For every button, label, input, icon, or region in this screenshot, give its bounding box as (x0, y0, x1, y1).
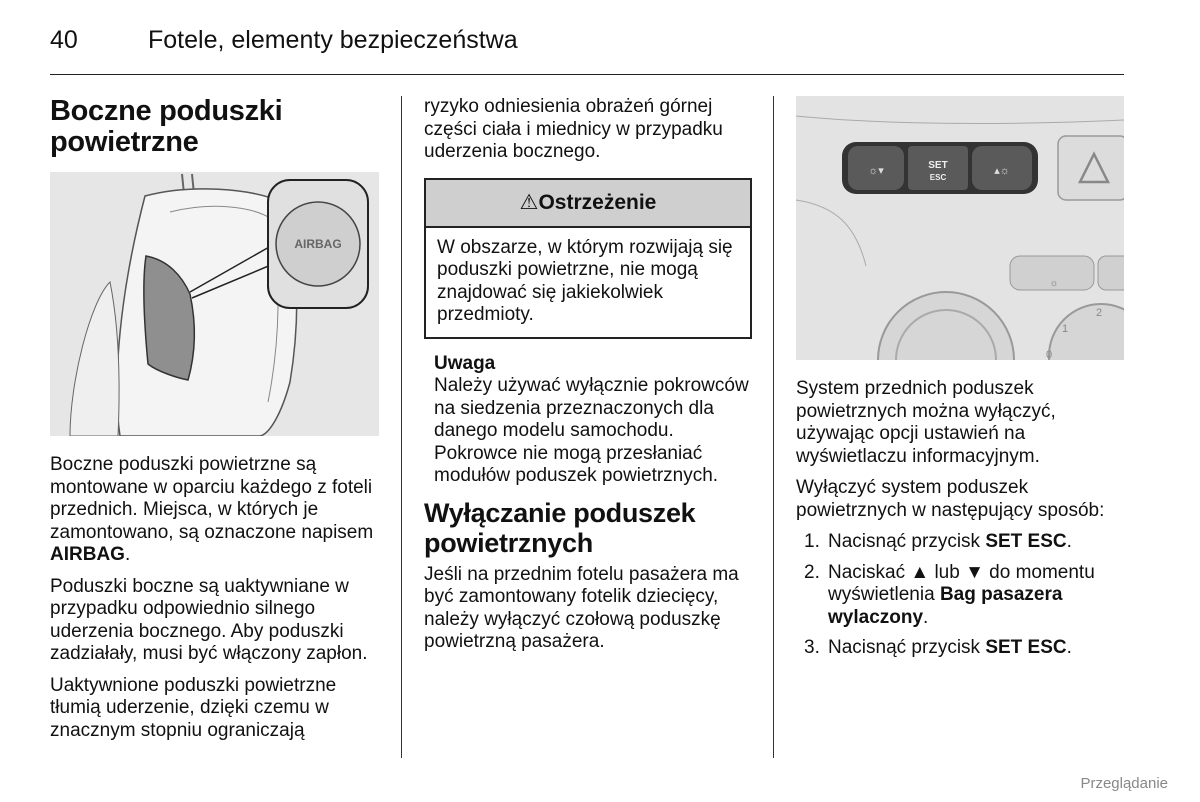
step-text-post: . (1066, 637, 1072, 658)
step-text (828, 562, 1126, 630)
airbag-label: AIRBAG (50, 544, 125, 565)
list-item (796, 637, 1126, 660)
page-title: Fotele, elementy bezpieczeństwa (148, 26, 518, 54)
headlamp-icon: ▴☼ (994, 165, 1010, 177)
step-text (828, 637, 1072, 660)
paragraph-end: . (124, 544, 131, 565)
paragraph-system-overview: System przednich poduszek powietrznych można wyłączyć, używając opcji ustawień na wyświetlaczu informacyjnym. (796, 378, 1056, 467)
step-text-bold: SET ESC (985, 531, 1067, 552)
fan-icon: ☼ (1049, 278, 1059, 289)
step-text-post: . (923, 606, 929, 628)
column-3 (796, 96, 1126, 668)
seat-illustration-svg (50, 172, 379, 436)
steps-list (796, 531, 1126, 660)
paragraph-steps-intro: Wyłączyć system poduszek powietrznych w następujący sposób: (796, 477, 1105, 521)
step-number: 3. (804, 637, 820, 658)
column-1 (50, 96, 382, 751)
step-number: 1. (804, 531, 820, 552)
section-heading-airbag-deactivation: Wyłączanie poduszek powietrznych (424, 497, 696, 558)
list-item (796, 531, 1126, 554)
page-header (50, 22, 1124, 62)
column-2 (424, 96, 752, 663)
note-block (424, 353, 752, 488)
step-text-pre: Nacisnąć przycisk (828, 637, 986, 658)
set-label: SET (928, 160, 948, 171)
step-text-pre: Naciskać ▲ lub ▼ do momentu wyświetlenia (828, 561, 1095, 605)
step-number: 2. (804, 561, 820, 583)
airbag-badge-text: AIRBAG (294, 237, 342, 251)
paragraph-side-airbags-effect: Uaktywnione poduszki powietrzne tłumią uderzenie, dzięki czemu w znacznym stopniu ograniczają (50, 674, 337, 741)
warning-text: W obszarze, w którym rozwijają się poduszki powietrzne, nie mogą znajdować się jakiekolwiek przedmioty. (437, 236, 733, 325)
note-title: Uwaga (434, 352, 496, 374)
header-rule (50, 74, 1124, 75)
dial-mark-0: 0 (1046, 349, 1053, 360)
warning-box (424, 178, 752, 339)
step-text (828, 531, 1072, 554)
step-text-bold: SET ESC (985, 637, 1067, 658)
paragraph-child-seat: Jeśli na przednim fotelu pasażera ma być zamontowany fotelik dziecięcy, należy wyłączyć czołową poduszkę powietrzną pasażera. (424, 563, 739, 652)
step-text-bold: Bag pasazera wylaczony (828, 584, 1063, 628)
warning-header (426, 180, 750, 228)
dashboard-illustration-svg (796, 96, 1124, 360)
light-icon: ☼▾ (868, 165, 884, 177)
seat-airbag-illustration (50, 172, 379, 436)
list-item (796, 562, 1126, 630)
dashboard-buttons-illustration (796, 96, 1124, 360)
note-text: Należy używać wyłącznie pokrowców na siedzenia przeznaczonych dla danego modelu samochodu. Pokrowce nie mogą przesłaniać modułów poduszek powietrznych. (434, 375, 749, 486)
column-divider-1 (401, 96, 402, 758)
paragraph-continuation: ryzyko odniesienia obrażeń górnej części ciała i miednicy w przypadku uderzenia bocznego. (424, 96, 723, 162)
paragraph-text: Boczne poduszki powietrzne są montowane w oparciu każdego z foteli przednich. Miejsca, w których je zamontowano, są oznaczone napisem (50, 454, 374, 543)
step-text-pre: Nacisnąć przycisk (828, 531, 986, 552)
column-divider-2 (773, 96, 774, 758)
footer-link[interactable]: Przeglądanie (1080, 775, 1168, 792)
step-text-post: . (1066, 531, 1072, 552)
page-number: 40 (50, 26, 78, 54)
paragraph-side-airbags-activation: Poduszki boczne są uaktywniane w przypadku odpowiednio silnego uderzenia bocznego. Aby poduszki zadziałały, musi być włączony zapłon. (50, 575, 368, 664)
dial-mark-1: 1 (1062, 323, 1069, 335)
dial-mark-2: 2 (1096, 307, 1103, 319)
esc-label: ESC (929, 173, 947, 182)
warning-triangle-icon: ⚠ (519, 190, 539, 214)
section-heading-side-airbags: Boczne poduszki powietrzne (50, 95, 283, 158)
warning-title: Ostrzeżenie (538, 190, 657, 214)
paragraph-side-airbags-location (50, 454, 382, 567)
